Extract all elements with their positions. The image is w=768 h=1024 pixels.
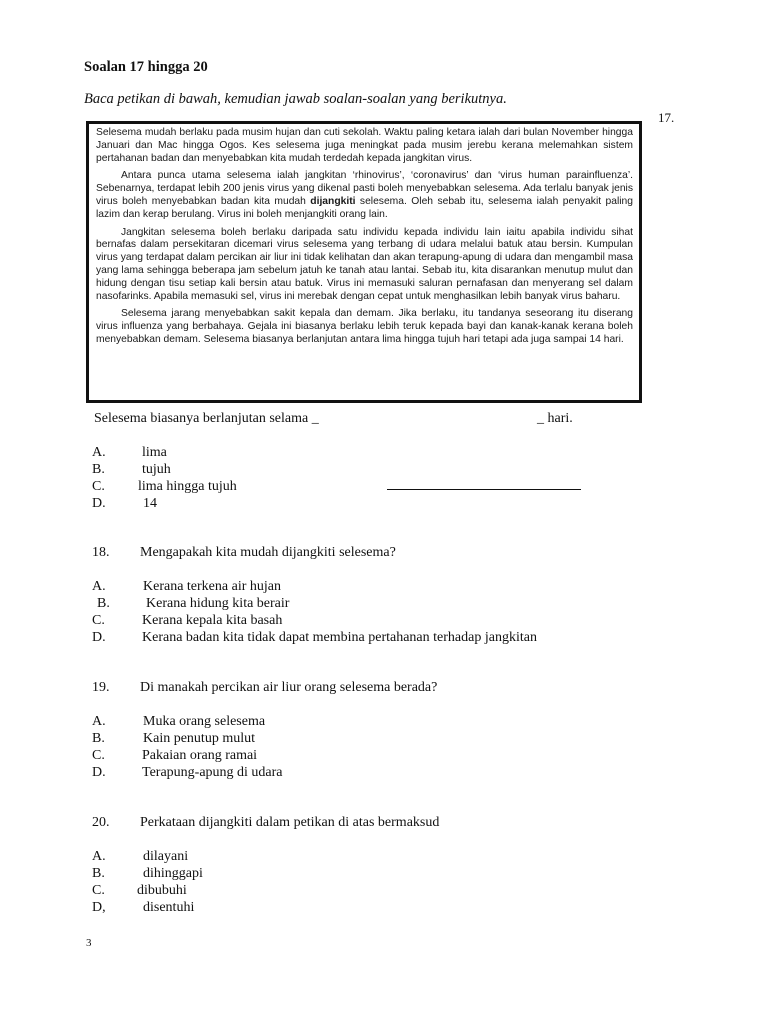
q17-option-a-text[interactable]: lima (142, 445, 167, 460)
question-19-stem: Di manakah percikan air liur orang selesema berada? (140, 680, 438, 695)
q17-option-d-text[interactable]: 14 (143, 496, 157, 511)
q17-option-b-text[interactable]: tujuh (142, 462, 171, 477)
q17-option-a-letter[interactable]: A. (92, 445, 106, 460)
section-heading: Soalan 17 hingga 20 (84, 59, 208, 75)
q20-option-c-letter[interactable]: C. (92, 883, 105, 898)
q18-option-c-text[interactable]: Kerana kepala kita basah (142, 613, 283, 628)
q20-option-a-letter[interactable]: A. (92, 849, 106, 864)
question-19-number: 19. (92, 680, 110, 695)
passage-paragraph-2 (96, 170, 633, 221)
q18-option-a-text[interactable]: Kerana terkena air hujan (143, 579, 281, 594)
passage-paragraph-4: Selesema jarang menyebabkan sakit kepala dan demam. Jika berlaku, itu tandanya seseorang itu diserang virus influenza yang berbahaya. Gejala ini biasanya berlaku lebih teruk kepada bayi dan kanak-kanak kerana boleh menyebabkan demam. Selesema biasanya berlanjutan antara lima hingga tujuh hari tetapi ada juga sampai 14 hari. (96, 308, 633, 345)
passage-paragraph-1: Selesema mudah berlaku pada musim hujan dan cuti sekolah. Waktu paling ketara ialah dari bulan November hingga Januari dan Mac hingga Ogos. Kes selesema juga meningkat pada musim jerebu kerana melemahkan sistem pertahanan badan dan menyebabkan kita mudah terdedah kepada jangkitan virus. (96, 127, 633, 164)
q19-option-d-text[interactable]: Terapung-apung di udara (142, 765, 283, 780)
q19-option-c-letter[interactable]: C. (92, 748, 105, 763)
reading-passage (86, 121, 642, 403)
q18-option-a-letter[interactable]: A. (92, 579, 106, 594)
question-18-stem: Mengapakah kita mudah dijangkiti selesema? (140, 545, 396, 560)
q18-option-d-letter[interactable]: D. (92, 630, 106, 645)
answer-line (387, 489, 581, 490)
q18-option-b-letter[interactable]: B. (97, 596, 110, 611)
q19-option-c-text[interactable]: Pakaian orang ramai (142, 748, 258, 763)
q20-option-d-letter[interactable]: D, (92, 900, 106, 915)
q17-option-c-letter[interactable]: C. (92, 479, 105, 494)
q19-option-b-text[interactable]: Kain penutup mulut (143, 731, 255, 746)
q20-option-b-text[interactable]: dihinggapi (143, 866, 203, 881)
q17-option-d-letter[interactable]: D. (92, 496, 106, 511)
q19-option-a-text[interactable]: Muka orang selesema (143, 714, 266, 729)
question-17-number: 17. (658, 110, 675, 125)
q20-option-b-letter[interactable]: B. (92, 866, 105, 881)
q19-option-d-letter[interactable]: D. (92, 765, 106, 780)
question-17-stem-start: Selesema biasanya berlanjutan selama _ (94, 411, 319, 426)
q18-option-c-letter[interactable]: C. (92, 613, 105, 628)
q17-option-b-letter[interactable]: B. (92, 462, 105, 477)
question-17-stem-end: _ hari. (537, 411, 573, 426)
q20-option-a-text[interactable]: dilayani (143, 849, 189, 864)
page-number: 3 (86, 937, 92, 949)
q18-option-d-text[interactable]: Kerana badan kita tidak dapat membina pertahanan terhadap jangkitan (142, 630, 537, 645)
question-18-number: 18. (92, 545, 110, 560)
question-20-stem: Perkataan dijangkiti dalam petikan di atas bermaksud (140, 815, 440, 830)
q19-option-a-letter[interactable]: A. (92, 714, 106, 729)
q17-option-c-text[interactable]: lima hingga tujuh (138, 479, 237, 494)
question-20-number: 20. (92, 815, 110, 830)
passage-paragraph-3: Jangkitan selesema boleh berlaku daripada satu individu kepada individu lain iaitu apabila individu sihat bernafas dalam persekitaran dicemari virus selesema yang terbang di udara melalui batuk atau bersin. Kumpulan virus yang terdapat dalam percikan air liur ini tidak kelihatan dan akan terapung-apung di udara dan mengambil masa yang lama sehingga beberapa jam sebelum jatuh ke tanah atau lantai. Sebab itu, kita disarankan menutup mulut dan hidung dengan tisu setiap kali bersin atau batuk. Virus ini memasuki saluran pernafasan dan menyerang sel dalam nasofarinks. Apabila memasuki sel, virus ini merebak dengan cepat untuk menghasilkan lebih banyak virus baharu. (96, 226, 633, 302)
q20-option-d-text[interactable]: disentuhi (143, 900, 195, 915)
q20-option-c-text[interactable]: dibubuhi (137, 883, 187, 898)
passage-p2-highlight-word: dijangkiti (310, 195, 356, 207)
passage-p2-text-after: selesema. Oleh sebab itu, selesema ialah penyakit paling lazim dan kerap berulang. Virus ini boleh menjangkiti orang lain. (96, 195, 633, 220)
instruction-text: Baca petikan di bawah, kemudian jawab soalan-soalan yang berikutnya. (84, 91, 507, 107)
passage-p2-text-before: Antara punca utama selesema ialah jangkitan ‘rhinovirus’, ‘coronavirus’ dan ‘virus human parainfluenza’. Sebenarnya, terdapat lebih 200 jenis virus yang dikenal pasti boleh menyebabkan selesema. Ada terlalu banyak jenis virus boleh menyebabkan badan kita mudah (96, 170, 633, 207)
q18-option-b-text[interactable]: Kerana hidung kita berair (146, 596, 290, 611)
q19-option-b-letter[interactable]: B. (92, 731, 105, 746)
